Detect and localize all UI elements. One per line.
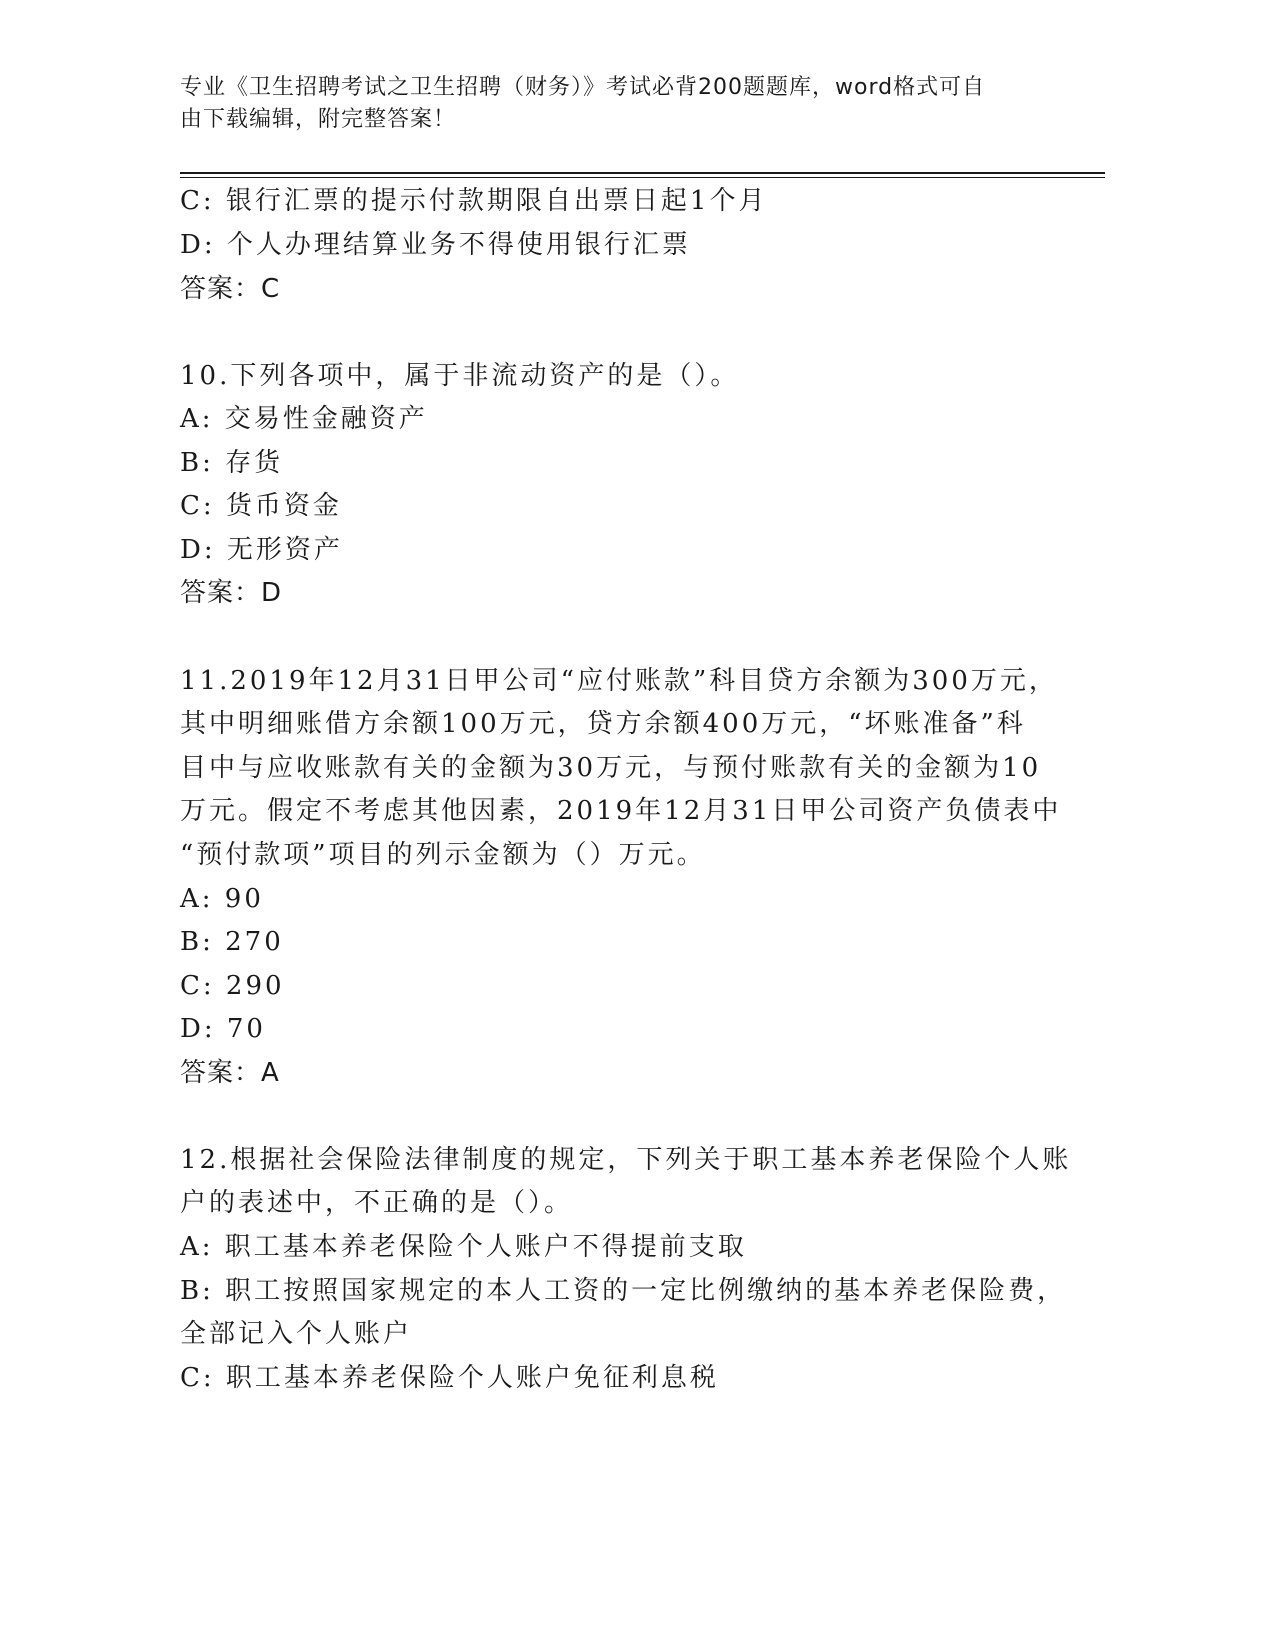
q9-option-d: D: 个人办理结算业务不得使用银行汇票 xyxy=(180,230,691,260)
q10-option-d: D: 无形资产 xyxy=(180,535,343,565)
q12-option-b-line: B: 职工按照国家规定的本人工资的一定比例缴纳的基本养老保险费， xyxy=(180,1276,1067,1306)
q11-question-line: 万元。假定不考虑其他因素，2019年12月31日甲公司资产负债表中 xyxy=(180,796,1062,826)
q11-option-a: A: 90 xyxy=(180,884,264,914)
q11-question-line: 11.2019年12月31日甲公司“应付账款”科目贷方余额为300万元， xyxy=(180,666,1058,696)
q11-question-line: 目中与应收账款有关的金额为30万元，与预付账款有关的金额为10 xyxy=(180,753,1042,783)
q12-option-a: A: 职工基本养老保险个人账户不得提前支取 xyxy=(180,1232,747,1262)
q12-option-b-line: 全部记入个人账户 xyxy=(180,1319,413,1349)
q10-answer: 答案：D xyxy=(180,578,283,608)
q10-option-c: C: 货币资金 xyxy=(180,491,342,521)
q11-answer: 答案：A xyxy=(180,1058,280,1088)
q11-option-c: C: 290 xyxy=(180,971,285,1001)
q12-question-line: 12.根据社会保险法律制度的规定，下列关于职工基本养老保险个人账 xyxy=(180,1145,1072,1175)
q10-question: 10.下列各项中，属于非流动资产的是（）。 xyxy=(180,361,740,391)
document-header xyxy=(180,72,1060,136)
q11-option-d: D: 70 xyxy=(180,1014,266,1044)
q9-option-c: C: 银行汇票的提示付款期限自出票日起1个月 xyxy=(180,186,768,216)
q10-option-a: A: 交易性金融资产 xyxy=(180,404,428,434)
header-divider-thick xyxy=(180,172,1105,174)
header-line-1: 专业《卫生招聘考试之卫生招聘（财务）》考试必背200题题库，word格式可自 xyxy=(180,75,986,100)
q11-option-b: B: 270 xyxy=(180,927,284,957)
q9-answer: 答案：C xyxy=(180,274,281,304)
header-line-2: 由下载编辑，附完整答案！ xyxy=(180,107,457,132)
q12-option-c: C: 职工基本养老保险个人账户免征利息税 xyxy=(180,1363,719,1393)
q11-question-line: “预付款项”项目的列示金额为（）万元。 xyxy=(180,840,706,870)
q10-option-b: B: 存货 xyxy=(180,448,284,478)
header-divider-thin xyxy=(180,177,1105,178)
q12-question-line: 户的表述中，不正确的是（）。 xyxy=(180,1188,574,1218)
q11-question-line: 其中明细账借方余额100万元，贷方余额400万元，“坏账准备”科 xyxy=(180,709,1026,739)
